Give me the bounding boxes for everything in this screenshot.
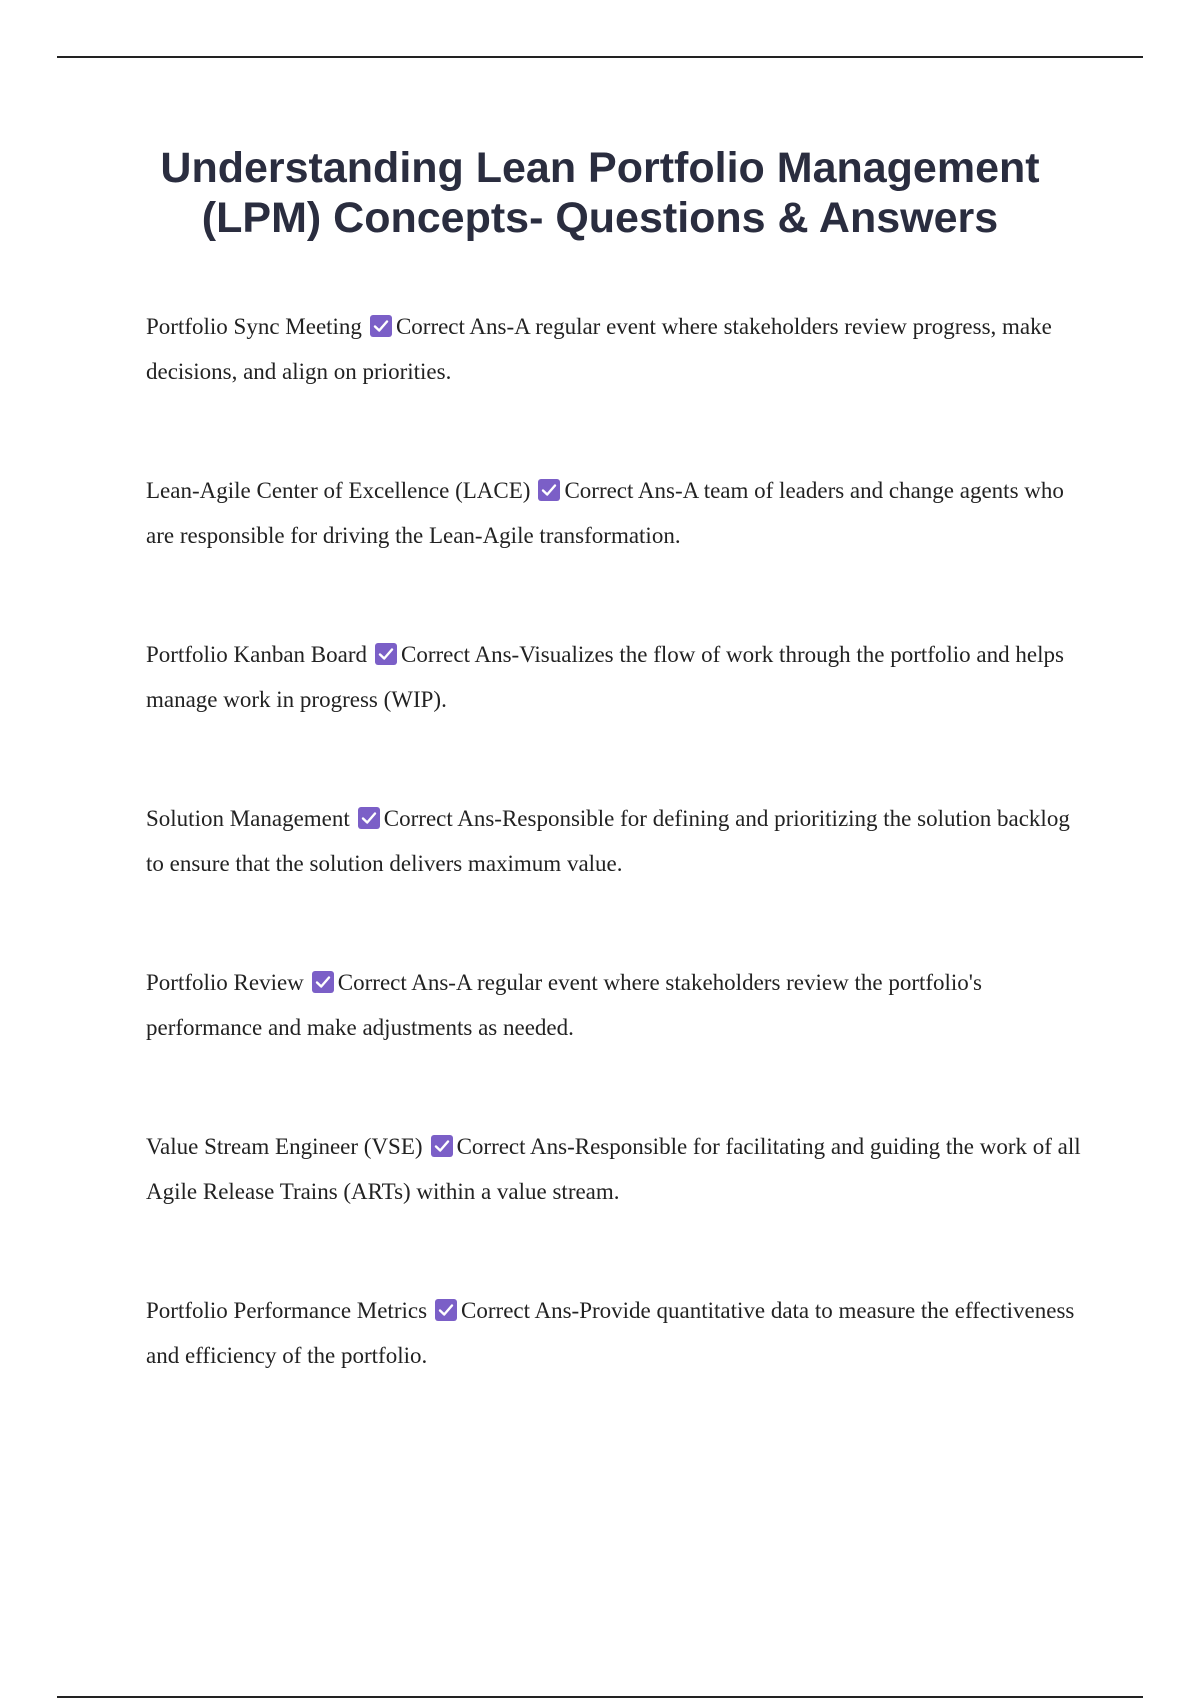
checkbox-checked-icon xyxy=(370,315,392,337)
answer-prefix: Correct Ans- xyxy=(337,970,456,995)
qa-term: Portfolio Review xyxy=(146,970,304,995)
bottom-rule xyxy=(57,1696,1143,1698)
qa-answer: Visualizes the flow of work through the portfolio and helps manage work in progress (WIP). xyxy=(146,642,1064,712)
qa-term: Solution Management xyxy=(146,806,350,831)
answer-prefix: Correct Ans- xyxy=(401,642,520,667)
qa-term: Portfolio Sync Meeting xyxy=(146,314,362,339)
checkbox-checked-icon xyxy=(358,807,380,829)
qa-item xyxy=(146,632,1081,722)
qa-term: Portfolio Kanban Board xyxy=(146,642,368,667)
qa-answer: Responsible for defining and prioritizing the solution backlog to ensure that the solution delivers maximum value. xyxy=(146,806,1070,876)
answer-prefix: Correct Ans- xyxy=(383,806,502,831)
qa-list xyxy=(146,304,1081,1452)
qa-term: Portfolio Performance Metrics xyxy=(146,1298,428,1323)
qa-item xyxy=(146,796,1081,886)
checkbox-checked-icon xyxy=(435,1299,457,1321)
qa-item xyxy=(146,468,1081,558)
qa-term: Lean-Agile Center of Excellence (LACE) xyxy=(146,478,531,503)
answer-prefix: Correct Ans- xyxy=(461,1298,580,1323)
qa-item xyxy=(146,960,1081,1050)
answer-prefix: Correct Ans- xyxy=(456,1134,575,1159)
qa-answer: Responsible for facilitating and guiding the work of all Agile Release Trains (ARTs) within a value stream. xyxy=(146,1134,1081,1204)
checkbox-checked-icon xyxy=(538,479,560,501)
title-line-2: (LPM) Concepts- Questions & Answers xyxy=(201,194,999,242)
qa-item xyxy=(146,304,1081,394)
answer-prefix: Correct Ans- xyxy=(395,314,515,339)
qa-answer: A regular event where stakeholders review progress, make decisions, and align on priorities. xyxy=(146,314,1052,384)
checkbox-checked-icon xyxy=(312,971,334,993)
qa-item xyxy=(146,1124,1081,1214)
title-line-1: Understanding Lean Portfolio Management xyxy=(160,144,1040,192)
checkbox-checked-icon xyxy=(375,643,397,665)
qa-term: Value Stream Engineer (VSE) xyxy=(146,1134,423,1159)
qa-item xyxy=(146,1288,1081,1378)
top-rule xyxy=(57,56,1143,58)
checkbox-checked-icon xyxy=(431,1135,453,1157)
qa-answer: A regular event where stakeholders review the portfolio's performance and make adjustments as needed. xyxy=(146,970,982,1040)
qa-answer: Provide quantitative data to measure the effectiveness and efficiency of the portfolio. xyxy=(146,1298,1075,1368)
page-title xyxy=(100,143,1100,243)
qa-answer: A team of leaders and change agents who are responsible for driving the Lean-Agile transformation. xyxy=(146,478,1064,548)
answer-prefix: Correct Ans- xyxy=(564,478,683,503)
